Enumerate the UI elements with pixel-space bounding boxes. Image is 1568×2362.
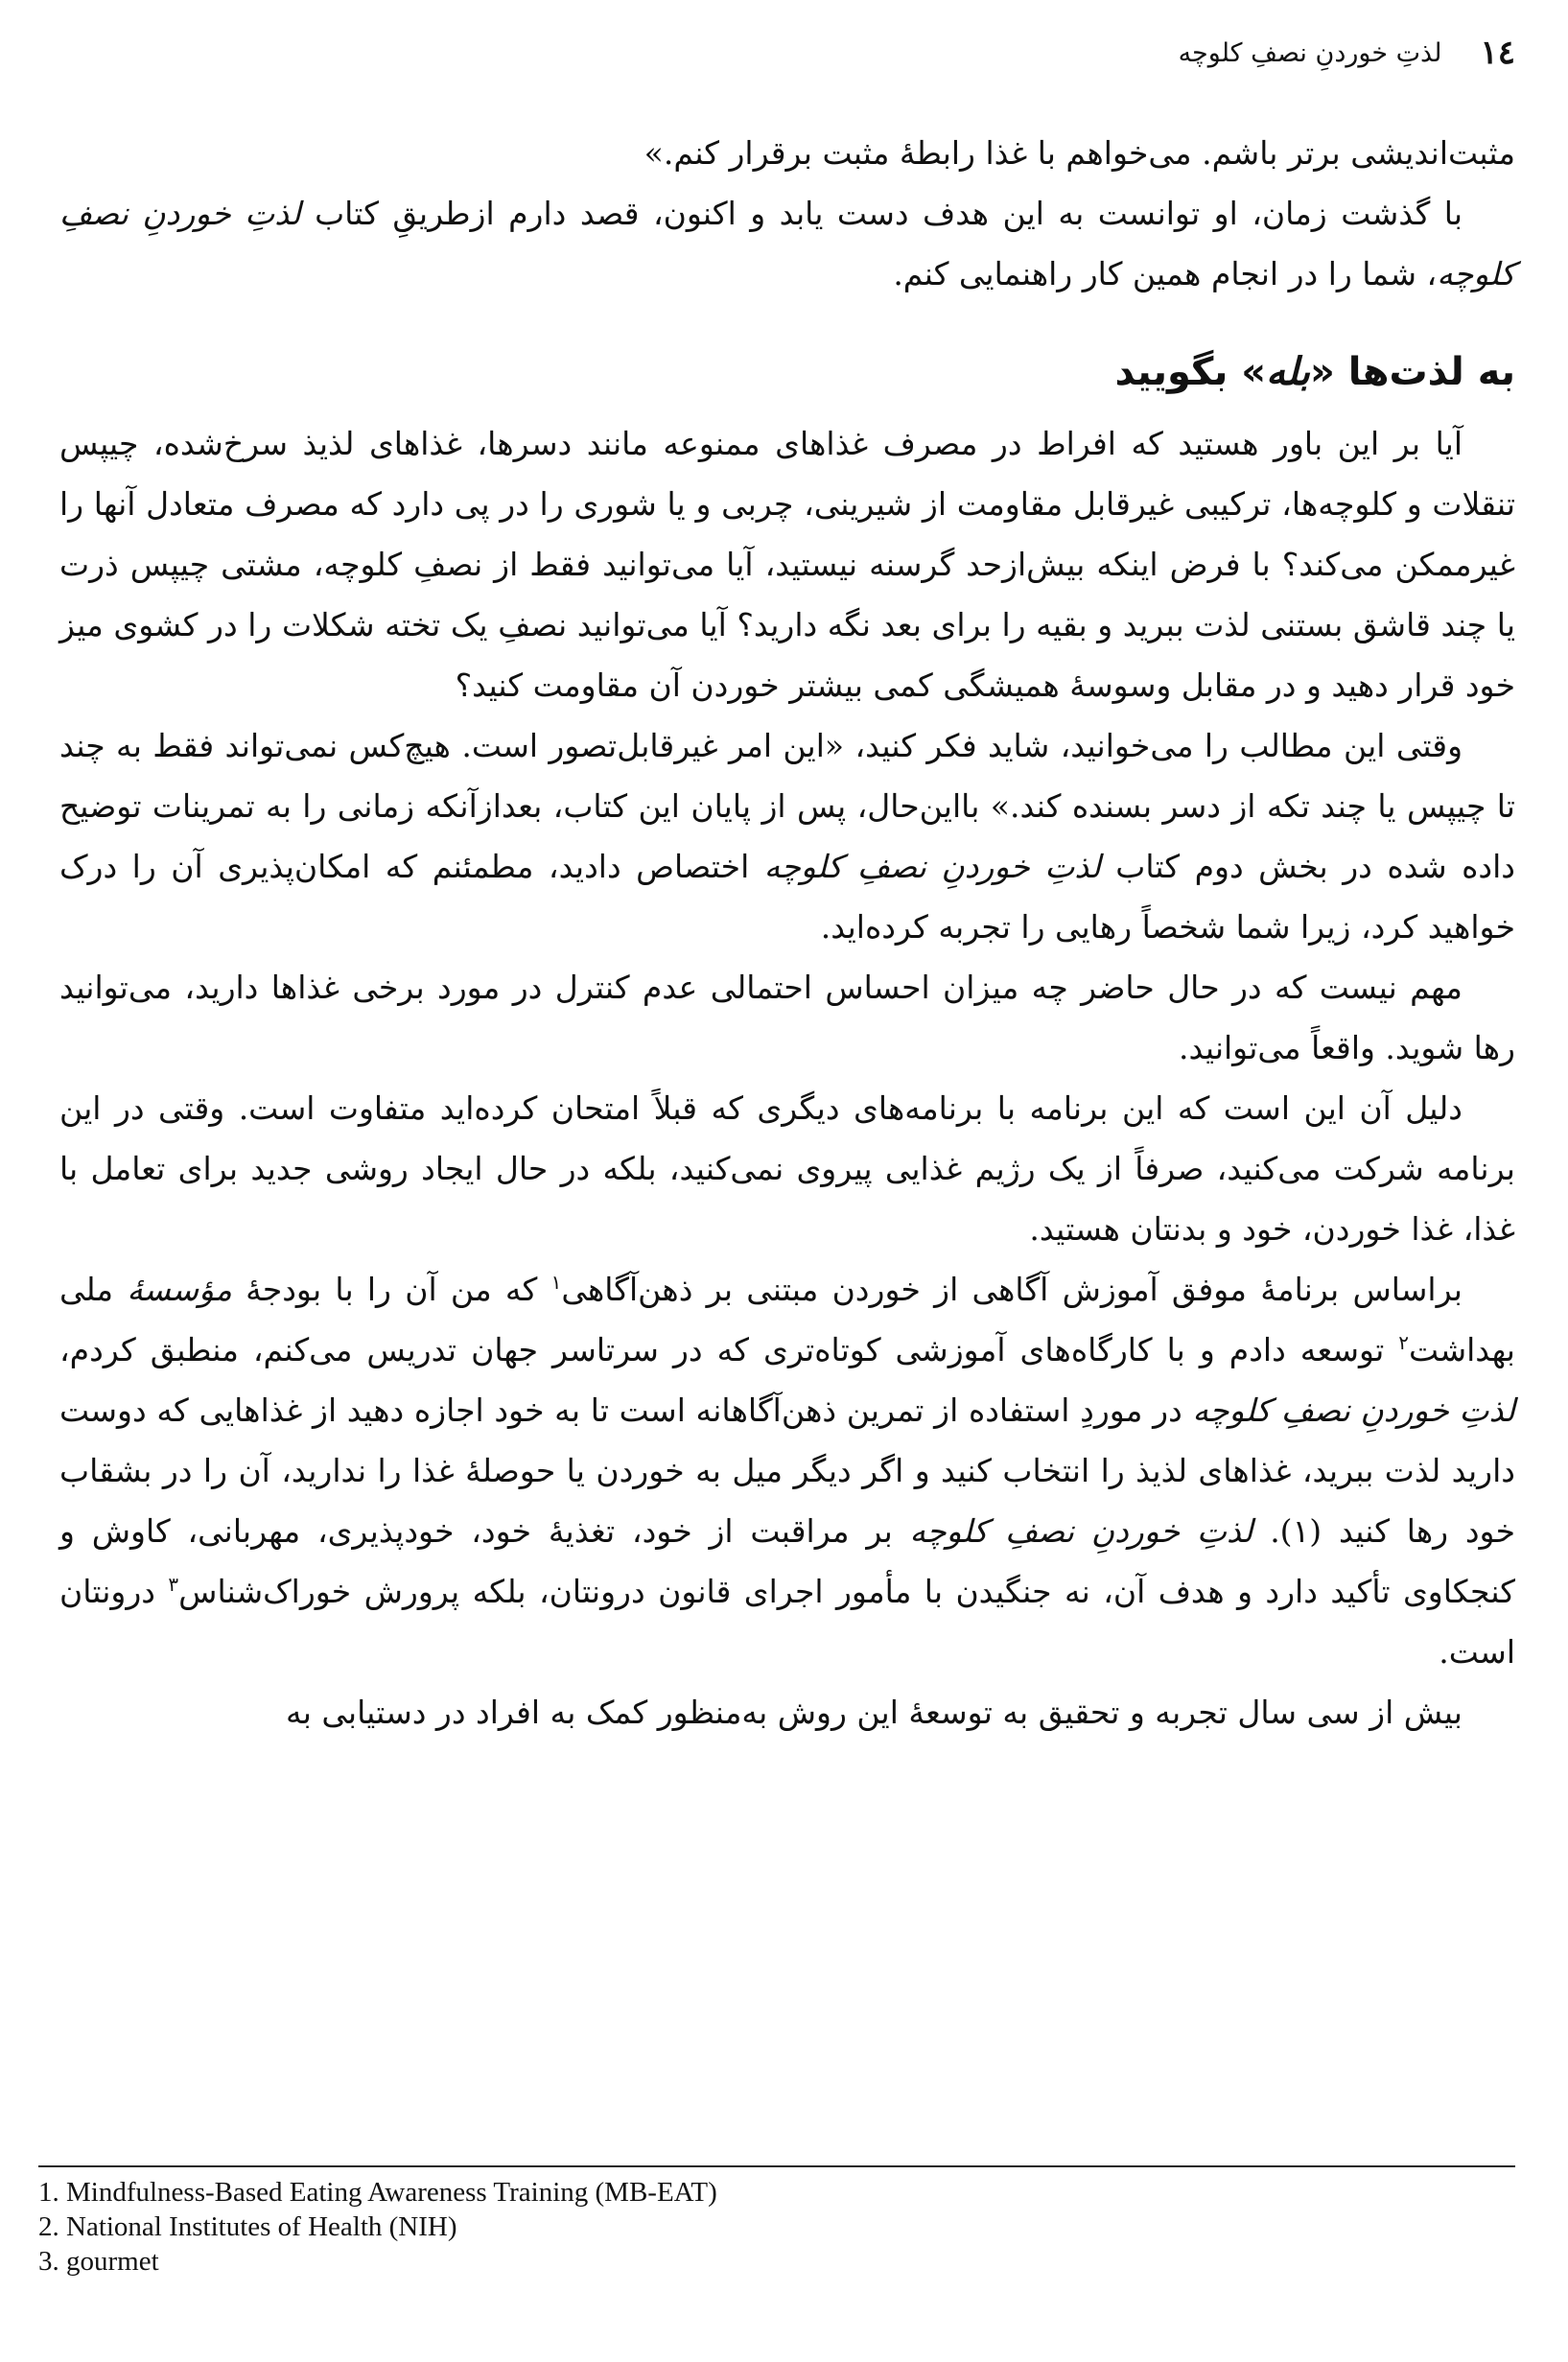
footnote-marker-3: ۳ — [168, 1573, 179, 1596]
section-p2-text-a: وقتی این مطالب را می‌خوانید، شاید فکر کنید، «این امر غیرقابل‌تصور است. هیچ‌کس نمی‌تواند فقط به چند تا چیپس یا چند تکه از دسر بسنده کند.» بااین‌حال، پس از پایان این کتاب، بعدازآنکه زمانی را به تمرینات توضیح داده شده در بخش دوم کتاب — [59, 727, 1515, 885]
section-p5-text-e: در موردِ استفاده از تمرین ذهن‌آگاهانه است تا به خود اجازه دهید از غذاهایی که دوست دارید لذت ببرید، غذاهای لذیذ را انتخاب کنید و اگر دیگر میل به خوردن یا حوصلهٔ غذا را ندارید، آن را در بشقاب خود رها کنید (۱). — [59, 1391, 1516, 1550]
heading-part-b: » بگویید — [1114, 350, 1267, 394]
intro-p2-text-b: ، شما را در انجام همین کار راهنمایی کنم. — [893, 255, 1438, 292]
intro-paragraph-1 — [59, 123, 1515, 183]
section-paragraph-5 — [59, 1259, 1515, 1682]
section-paragraph-1: آیا بر این باور هستید که افراط در مصرف غذاهای ممنوعه مانند دسرها، غذاهای لذیذ سرخ‌شده، چیپس تنقلات و کلوچه‌ها، ترکیبی غیرقابل مقاومت از شیرینی، چربی و یا شوری را در پی دارد که مصرف متعادل آنها را غیرممکن می‌کند؟ با فرض اینکه بیش‌ازحد گرسنه نیستید، آیا می‌توانید فقط از نصفِ کلوچه، مشتی چیپس ذرت یا چند قاشق بستنی لذت ببرید و بقیه را برای بعد نگه دارید؟ آیا می‌توانید نصفِ یک تخته شکلات را در کشوی میز خود قرار دهید و در مقابل وسوسهٔ همیشگی کمی بیشتر خوردن آن مقاومت کنید؟ — [59, 425, 1515, 704]
intro-p1-text: مثبت‌اندیشی برتر باشم. می‌خواهم با غذا رابطهٔ مثبت برقرار کنم.» — [644, 134, 1515, 172]
section-paragraph-2 — [59, 715, 1515, 957]
section-paragraph-4: دلیل آن این است که این برنامه با برنامه‌های دیگری که قبلاً امتحان کرده‌اید متفاوت است. وقتی در این برنامه شرکت می‌کنید، صرفاً از یک رژیم غذایی پیروی نمی‌کنید، بلکه در حال ایجاد روشی جدید برای تعامل با غذا، غذا خوردن، خود و بدنتان هستید. — [59, 1089, 1515, 1248]
section-paragraph-6: بیش از سی سال تجربه و تحقیق به توسعهٔ این روش به‌منظور کمک به افراد در دستیابی به — [286, 1694, 1463, 1731]
section-heading — [59, 340, 1515, 404]
section-p5-text-g: درونتان است. — [59, 1573, 1515, 1671]
footnote-marker-2: ۲ — [1398, 1331, 1410, 1354]
section-p5-text-d: توسعه دادم و با کارگاه‌های آموزشی کوتاه‌تری که در سرتاسر جهان تدریس می‌کنم، منطبق کردم، — [59, 1331, 1399, 1368]
footnote-3: 3. gourmet — [38, 2246, 159, 2277]
section-p5-text-b: که من آن را با بودجهٔ — [231, 1271, 551, 1308]
footnotes — [38, 2175, 1510, 2279]
heading-emphasis: بله — [1266, 349, 1310, 394]
heading-part-a: به لذت‌ها « — [1309, 350, 1515, 394]
running-title: لذتِ خوردنِ نصفِ کلوچه — [1178, 37, 1442, 68]
intro-p2-text-a: با گذشت زمان، او توانست به این هدف دست یابد و اکنون، قصد دارم ازطریقِ کتاب — [300, 195, 1463, 232]
footnote-1: 1. Mindfulness-Based Eating Awareness Training (MB-EAT) — [38, 2177, 717, 2208]
book-title-italic: لذتِ خوردنِ نصفِ کلوچه — [763, 848, 1101, 885]
book-title-italic: لذتِ خوردنِ نصفِ کلوچه — [909, 1512, 1253, 1550]
page-header — [58, 29, 1515, 77]
main-text — [59, 123, 1515, 1742]
institute-italic: مؤسسهٔ — [127, 1271, 232, 1308]
section-p5-text-a: براساس برنامهٔ موفق آموزش آگاهی از خوردن مبتنی بر ذهن‌آگاهی — [561, 1271, 1463, 1308]
footnote-2: 2. National Institutes of Health (NIH) — [38, 2211, 457, 2242]
footnote-divider — [38, 2165, 1515, 2167]
section-p2-text-b: اختصاص دادید، مطمئنم که امکان‌پذیری آن را درک خواهید کرد، زیرا شما شخصاً رهایی را تجربه کرده‌اید. — [59, 848, 1515, 946]
footnote-marker-1: ۱ — [550, 1271, 562, 1294]
book-title-italic: لذتِ خوردنِ نصفِ کلوچه — [59, 195, 1515, 292]
intro-paragraph-2 — [59, 183, 1515, 304]
book-title-italic: لذتِ خوردنِ نصفِ کلوچه — [1192, 1391, 1515, 1429]
section-p5-text-c: ملی بهداشت — [59, 1271, 1515, 1368]
section-paragraph-3: مهم نیست که در حال حاضر چه میزان احساس احتمالی عدم کنترل در مورد برخی غذاها دارید، می‌توانید رها شوید. واقعاً می‌توانید. — [59, 969, 1515, 1066]
page-number: ١٤ — [1480, 34, 1515, 72]
section-p5-text-f: بر مراقبت از خود، تغذیهٔ خود، خودپذیری، مهربانی، کاوش و کنجکاوی تأکید دارد و هدف آن، نه جنگیدن با مأمور اجرای قانون درونتان، بلکه پرورش خوراک‌شناس — [59, 1512, 1515, 1610]
